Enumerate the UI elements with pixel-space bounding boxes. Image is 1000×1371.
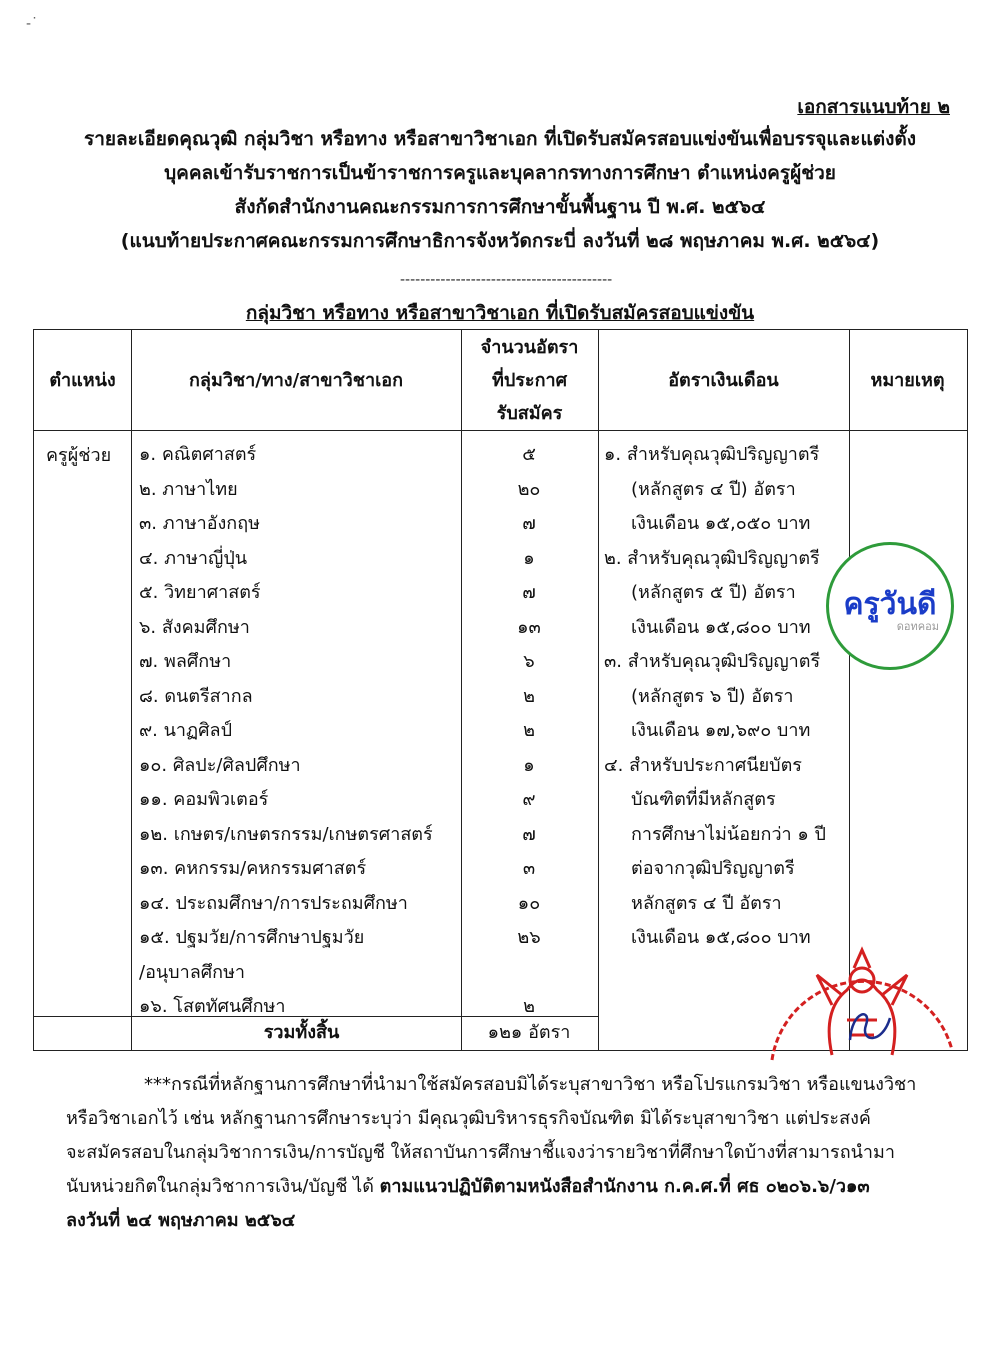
count-value: ๒ [523, 685, 535, 707]
count-value: ๓ [522, 858, 536, 879]
salary-list [604, 438, 854, 956]
watermark-badge [826, 542, 954, 670]
corner-mark: -˙ [26, 16, 39, 32]
salary-line: ๑. สำหรับคุณวุฒิปริญญาตรี [604, 444, 820, 465]
subject-item: ๑๐. ศิลปะ/ศิลปศึกษา [139, 754, 301, 776]
count-value: ๖ [523, 651, 535, 672]
subject-item: ๑๑. คอมพิวเตอร์ [139, 789, 269, 810]
footnote-line: หรือวิชาเอกไว้ เช่น หลักฐานการศึกษาระบุว่า มีคุณวุฒิบริหารธุรกิจบัณฑิต มิได้ระบุสาขาวิชา แต่ประสงค์ [66, 1108, 871, 1129]
count-value: ๕ [522, 444, 536, 465]
subject-item: ๑๕. ปฐมวัย/การศึกษาปฐมวัย [139, 927, 365, 948]
header-count-line: รับสมัคร [496, 402, 563, 424]
column-divider [598, 330, 599, 1050]
subject-item: /อนุบาลศึกษา [139, 961, 246, 983]
title-line: (แนบท้ายประกาศคณะกรรมการศึกษาธิการจังหวัดกระบี่ ลงวันที่ ๒๘ พฤษภาคม พ.ศ. ๒๕๖๔) [120, 230, 880, 252]
position-cell: ครูผู้ช่วย [46, 445, 112, 466]
footnote-line: ***กรณีที่หลักฐานการศึกษาที่นำมาใช้สมัครสอบมิได้ระบุสาขาวิชา หรือโปรแกรมวิชา หรือแขนงวิชา [144, 1074, 917, 1095]
subject-list [139, 438, 464, 1025]
salary-line: ๓. สำหรับคุณวุฒิปริญญาตรี [604, 651, 821, 672]
subject-item: ๗. พลศึกษา [139, 651, 232, 672]
header-position: ตำแหน่ง [49, 369, 116, 391]
header-count-line: ที่ประกาศ [491, 369, 568, 391]
count-value: ๗ [522, 513, 536, 534]
count-value: ๒๖ [517, 927, 541, 948]
salary-line: เงินเดือน ๑๗,๖๙๐ บาท [631, 720, 811, 741]
title-line: สังกัดสำนักงานคณะกรรมการการศึกษาขั้นพื้นฐาน ปี พ.ศ. ๒๕๖๔ [234, 196, 766, 218]
subject-item: ๑๔. ประถมศึกษา/การประถมศึกษา [139, 892, 408, 914]
watermark-subtext: ดอทคอม [896, 620, 939, 633]
salary-line: ต่อจากวุฒิปริญญาตรี [631, 858, 795, 879]
subject-item: ๒. ภาษาไทย [139, 478, 238, 500]
footnote-date: ลงวันที่ ๒๔ พฤษภาคม ๒๕๖๔ [66, 1210, 296, 1231]
count-value: ๑๓ [517, 616, 541, 638]
subject-item: ๖. สังคมศึกษา [139, 616, 250, 638]
salary-line: หลักสูตร ๔ ปี อัตรา [631, 892, 782, 914]
count-value: ๗ [522, 582, 536, 603]
divider: ------------------------------------------ [400, 272, 613, 288]
salary-line: (หลักสูตร ๕ ปี) อัตรา [631, 582, 796, 603]
table-subtitle: กลุ่มวิชา หรือทาง หรือสาขาวิชาเอก ที่เปิดรับสมัครสอบแข่งขัน [245, 302, 755, 324]
count-list [464, 438, 594, 1025]
header-count [461, 330, 598, 430]
subject-item: ๑. คณิตศาสตร์ [139, 444, 257, 465]
footnote-line [66, 1204, 926, 1238]
footnote [66, 1068, 926, 1238]
count-value: ๒ [523, 720, 535, 741]
official-seal-icon [762, 930, 962, 1070]
salary-line: การศึกษาไม่น้อยกว่า ๑ ปี [631, 823, 826, 845]
salary-line: ๔. สำหรับประกาศนียบัตร [604, 754, 802, 776]
count-value [464, 956, 594, 991]
count-value: ๑ [523, 754, 535, 776]
salary-line: ๒. สำหรับคุณวุฒิปริญญาตรี [604, 547, 820, 569]
title-line: รายละเอียดคุณวุฒิ กลุ่มวิชา หรือทาง หรือสาขาวิชาเอก ที่เปิดรับสมัครสอบแข่งขันเพื่อบรรจุและแต่งตั้ง [84, 128, 916, 150]
title-line: บุคคลเข้ารับราชการเป็นข้าราชการครูและบุคลากรทางการศึกษา ตำแหน่งครูผู้ช่วย [164, 162, 836, 184]
salary-line: เงินเดือน ๑๕,๘๐๐ บาท [631, 927, 811, 948]
count-value: ๑๐ [517, 892, 541, 914]
header-salary: อัตราเงินเดือน [668, 369, 779, 391]
header-count-line: จำนวนอัตรา [480, 336, 579, 358]
count-value: ๑ [523, 547, 535, 569]
subject-item: ๔. ภาษาญี่ปุ่น [139, 547, 248, 569]
header-subject: กลุ่มวิชา/ทาง/สาขาวิชาเอก [189, 369, 403, 391]
subject-item: ๙. นาฏศิลป์ [139, 720, 233, 741]
salary-line: บัณฑิตที่มีหลักสูตร [631, 789, 776, 810]
header-remark: หมายเหตุ [870, 369, 945, 391]
total-value: ๑๒๑ อัตรา [487, 1022, 571, 1043]
annex-label: เอกสารแนบท้าย ๒ [797, 96, 950, 118]
watermark-text: ครูวันดี [843, 587, 937, 622]
salary-line: (หลักสูตร ๔ ปี) อัตรา [631, 478, 796, 500]
salary-line: เงินเดือน ๑๕,๐๕๐ บาท [631, 513, 811, 534]
subject-item: ๑๓. คหกรรม/คหกรรมศาสตร์ [139, 858, 367, 879]
footnote-reference: ตามแนวปฏิบัติตามหนังสือสำนักงาน ก.ค.ศ.ที่ ศธ ๐๒๐๖.๖/ว๑๓ [379, 1176, 870, 1197]
column-divider [131, 330, 132, 1050]
count-value: ๒ [523, 996, 535, 1017]
salary-line: เงินเดือน ๑๕,๘๐๐ บาท [631, 616, 811, 638]
subject-item: ๑๖. โสตทัศนศึกษา [139, 996, 286, 1017]
count-value: ๒๐ [517, 478, 541, 500]
total-label: รวมทั้งสิ้น [263, 1022, 340, 1043]
header-divider [34, 430, 967, 431]
subject-item: ๘. ดนตรีสากล [139, 685, 253, 707]
document-title [40, 122, 960, 258]
salary-line: (หลักสูตร ๖ ปี) อัตรา [631, 685, 794, 707]
footnote-line: จะสมัครสอบในกลุ่มวิชาการเงิน/การบัญชี ให้สถาบันการศึกษาชี้แจงว่ารายวิชาที่ศึกษาใดบ้างที่สามารถนำมา [66, 1142, 895, 1163]
subject-item: ๑๒. เกษตร/เกษตรกรรม/เกษตรศาสตร์ [139, 823, 433, 845]
count-value: ๙ [522, 789, 536, 810]
subject-item: ๕. วิทยาศาสตร์ [139, 582, 261, 603]
count-value: ๗ [522, 823, 536, 845]
subject-item: ๓. ภาษาอังกฤษ [139, 513, 260, 534]
footnote-line [66, 1170, 926, 1204]
footnote-text: นับหน่วยกิตในกลุ่มวิชาการเงิน/บัญชี ได้ [66, 1176, 380, 1197]
